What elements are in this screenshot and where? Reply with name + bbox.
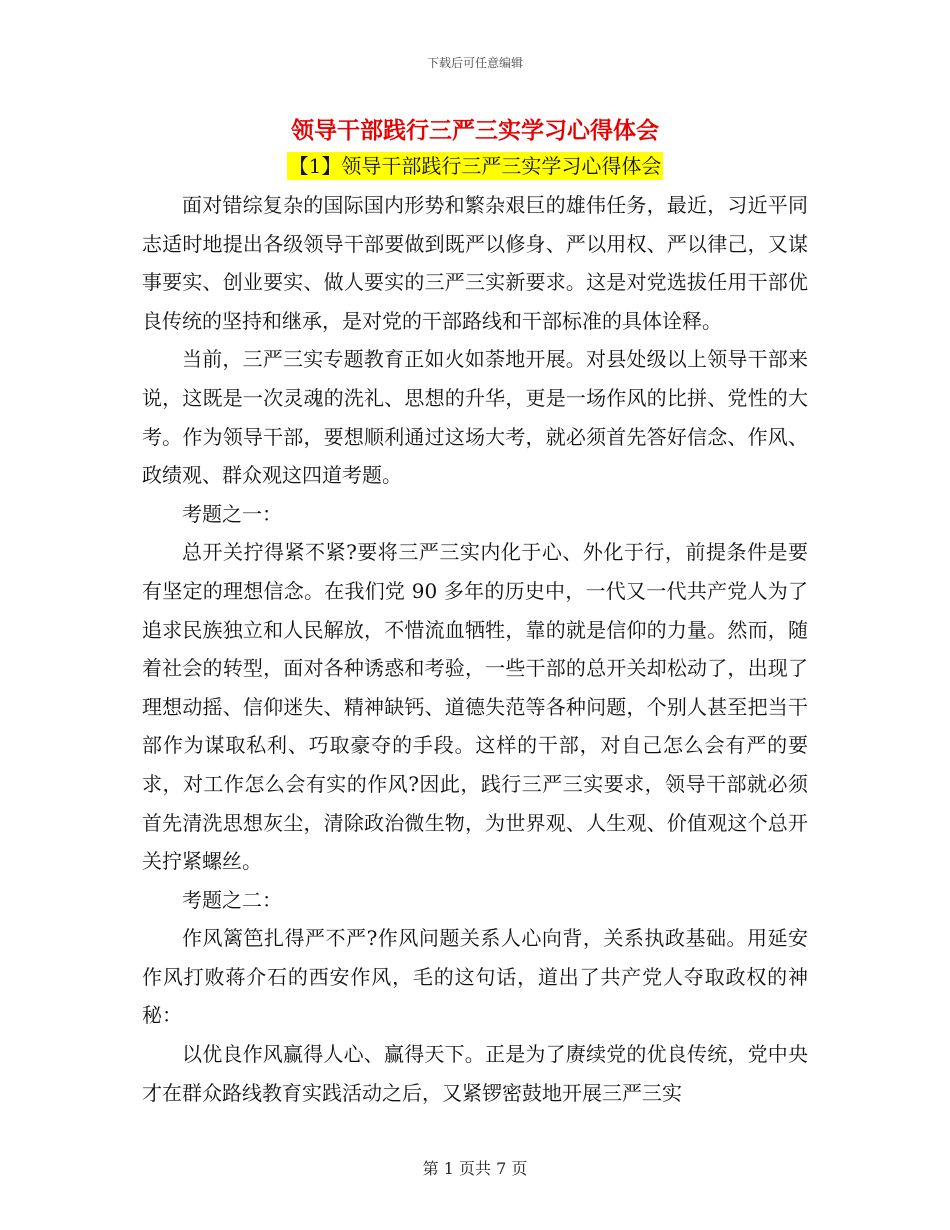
paragraph-2: 当前，三严三实专题教育正如火如荼地开展。对县处级以上领导干部来说，这既是一次灵魂的洗礼、思想的升华，更是一场作风的比拼、党性的大考。作为领导干部，要想顺利通过这场大考，就必须首先答好信念、作风、政绩观、群众观这四道考题。 bbox=[142, 347, 808, 488]
header-note: 下载后可任意编辑 bbox=[426, 56, 523, 70]
document-title: 领导干部践行三严三实学习心得体会 bbox=[291, 117, 659, 144]
highlighted-subtitle: 【1】领导干部践行三严三实学习心得体会 bbox=[288, 154, 662, 178]
document-body bbox=[142, 186, 808, 1112]
paragraph-6: 作风篱笆扎得严不严?作风问题关系人心向背，关系执政基础。用延安作风打败蒋介石的西安作风，毛的这句话，道出了共产党人夺取政权的神秘： bbox=[142, 926, 808, 1028]
page-footer: 第 1 页共 7 页 bbox=[422, 1159, 528, 1178]
paragraph-7: 以优良作风赢得人心、赢得天下。正是为了赓续党的优良传统，党中央才在群众路线教育实践活动之后，又紧锣密鼓地开展三严三实 bbox=[142, 1042, 808, 1105]
paragraph-4: 总开关拧得紧不紧?要将三严三实内化于心、外化于行，前提条件是要有坚定的理想信念。在我们党 90 多年的历史中，一代又一代共产党人为了追求民族独立和人民解放，不惜流血牺牲，靠的就是信仰的力量。然而，随着社会的转型，面对各种诱惑和考验，一些干部的总开关却松动了，出现了理想动摇、信仰迷失、精神缺钙、道德失范等各种问题，个别人甚至把当干部作为谋取私利、巧取豪夺的手段。这样的干部，对自己怎么会有严的要求，对工作怎么会有实的作风?因此，践行三严三实要求，领导干部就必须首先清洗思想灰尘，清除政治微生物，为世界观、人生观、价值观这个总开关拧紧螺丝。 bbox=[142, 540, 808, 874]
paragraph-1: 面对错综复杂的国际国内形势和繁杂艰巨的雄伟任务，最近，习近平同志适时地提出各级领导干部要做到既严以修身、严以用权、严以律己，又谋事要实、创业要实、做人要实的三严三实新要求。这是对党选拔任用干部优良传统的坚持和继承，是对党的干部路线和干部标准的具体诠释。 bbox=[142, 193, 808, 333]
subtitle-row bbox=[0, 152, 950, 180]
paragraph-3: 考题之一： bbox=[182, 501, 282, 526]
paragraph-5: 考题之二： bbox=[182, 887, 282, 912]
